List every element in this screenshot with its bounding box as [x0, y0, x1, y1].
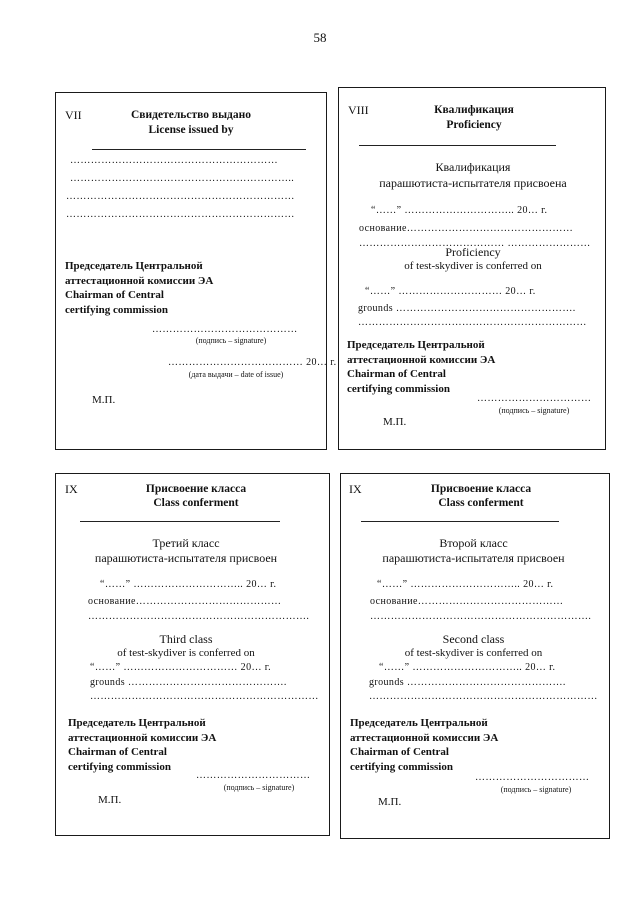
chairman-line: Chairman of Central [65, 289, 164, 301]
heading-ru-1: Квалификация [435, 160, 511, 174]
heading-ru-1: Второй класс [439, 536, 508, 550]
chairman-line: аттестационной комиссии ЭА [347, 353, 496, 366]
dotted-line: ………………………………………………………… [66, 191, 295, 202]
basis-line-ru: основание………………………………………… [359, 223, 574, 234]
chairman-line: Chairman of Central [347, 368, 446, 380]
dotted-line: …………………………………………………… [70, 155, 278, 166]
dotted-line-en: ………………………………………………………… [358, 317, 587, 328]
chairman-block [65, 259, 213, 317]
chairman-line: Председатель Центральной [347, 339, 485, 351]
signature-line: …………………………… [475, 772, 590, 783]
chairman-line: аттестационной комиссии ЭА [350, 731, 499, 744]
chairman-line: certifying commission [65, 303, 168, 316]
chairman-line: аттестационной комиссии ЭА [65, 274, 214, 287]
title-underline [92, 149, 306, 150]
date-line-ru: “……” ………………………….. 20… г. [100, 579, 277, 590]
chairman-line: Председатель Центральной [350, 717, 488, 729]
dotted-line-ru: …………………………………… …………………… [359, 238, 591, 249]
panel-ix [55, 473, 330, 836]
chairman-line: certifying commission [350, 760, 453, 773]
dotted-line-ru: ………………………………………………………. [370, 611, 592, 622]
signature-line: …………………………………… [152, 324, 298, 335]
title-underline [359, 145, 556, 146]
heading-en-2: of test-skydiver is conferred on [117, 647, 255, 659]
dotted-line-en: ………………………………………………………… [90, 691, 319, 702]
dotted-line-ru: ………………………………………………………. [88, 611, 310, 622]
date-line-ru: “……” ………………………….. 20… г. [371, 205, 548, 216]
chairman-line: certifying commission [347, 382, 450, 395]
panel-title-en: Class conferment [153, 497, 239, 509]
panel-number: IX [349, 482, 362, 496]
seal-mark: М.П. [378, 796, 402, 808]
chairman-block [350, 716, 498, 774]
basis-line-ru: основание…………………………………… [370, 596, 564, 607]
signature-caption: (подпись – signature) [223, 783, 295, 792]
title-underline [80, 521, 280, 522]
heading-ru-1: Третий класс [152, 536, 220, 550]
panel-title-ru: Квалификация [434, 104, 514, 116]
heading-ru-2: парашютиста-испытателя присвоен [94, 551, 278, 565]
panel-ix-second [340, 473, 610, 839]
chairman-line: Chairman of Central [350, 746, 449, 758]
date-caption: (дата выдачи – date of issue) [188, 370, 284, 379]
signature-line: …………………………… [196, 770, 311, 781]
basis-line-ru: основание…………………………………… [88, 596, 282, 607]
panel-title-en: License issued by [148, 124, 234, 136]
heading-ru-2: парашютиста-испытателя присвоен [382, 551, 565, 565]
signature-caption: (подпись – signature) [195, 336, 267, 345]
dotted-line: ……………………………………………………….. [70, 173, 295, 184]
signature-line: …………………………… [477, 393, 592, 404]
chairman-block [347, 338, 495, 396]
heading-en-2: of test-skydiver is conferred on [404, 647, 543, 659]
heading-en-1: Third class [159, 632, 213, 646]
date-line-en: “……” …………………………… 20… г. [90, 662, 272, 673]
date-line-en: “……” ………………………….. 20… г. [379, 662, 556, 673]
dotted-line: ………………………………………………………… [66, 209, 295, 220]
chairman-line: Председатель Центральной [65, 260, 203, 272]
chairman-block [68, 716, 216, 774]
seal-mark: М.П. [92, 394, 116, 406]
heading-en-2: of test-skydiver is conferred on [404, 260, 542, 272]
panel-title-ru: Свидетельство выдано [131, 109, 251, 121]
panel-title-ru: Присвоение класса [145, 483, 247, 495]
heading-en-1: Second class [442, 632, 505, 646]
date-line-ru: “……” ………………………….. 20… г. [377, 579, 554, 590]
signature-caption: (подпись – signature) [500, 785, 572, 794]
seal-mark: М.П. [98, 794, 122, 806]
heading-ru-2: парашютиста-испытателя присвоена [379, 176, 567, 190]
panel-number: VII [65, 108, 82, 122]
grounds-line-en: grounds ……………………………………………. [358, 303, 576, 314]
title-underline [361, 521, 559, 522]
panel-number: IX [65, 482, 78, 496]
grounds-line-en: grounds ………………………………………. [369, 677, 566, 688]
panel-title-en: Class conferment [438, 497, 524, 509]
seal-mark: М.П. [383, 416, 407, 428]
page-number: 58 [313, 30, 327, 45]
dotted-line-en: ………………………………………………………… [369, 691, 598, 702]
panel-title-ru: Присвоение класса [430, 483, 532, 495]
panel-viii [338, 87, 606, 450]
date-line-en: “……” ………………………… 20… г. [365, 286, 536, 297]
panel-title-en: Proficiency [446, 119, 502, 131]
date-line: ………………………………… 20… г. [168, 357, 337, 368]
chairman-line: Председатель Центральной [68, 717, 206, 729]
panel-number: VIII [348, 103, 369, 117]
chairman-line: аттестационной комиссии ЭА [68, 731, 217, 744]
chairman-line: Chairman of Central [68, 746, 167, 758]
signature-caption: (подпись – signature) [498, 406, 570, 415]
heading-en-1: Proficiency [445, 245, 501, 259]
grounds-line-en: grounds ………………………………………. [90, 677, 287, 688]
panel-vii [55, 92, 337, 450]
chairman-line: certifying commission [68, 760, 171, 773]
